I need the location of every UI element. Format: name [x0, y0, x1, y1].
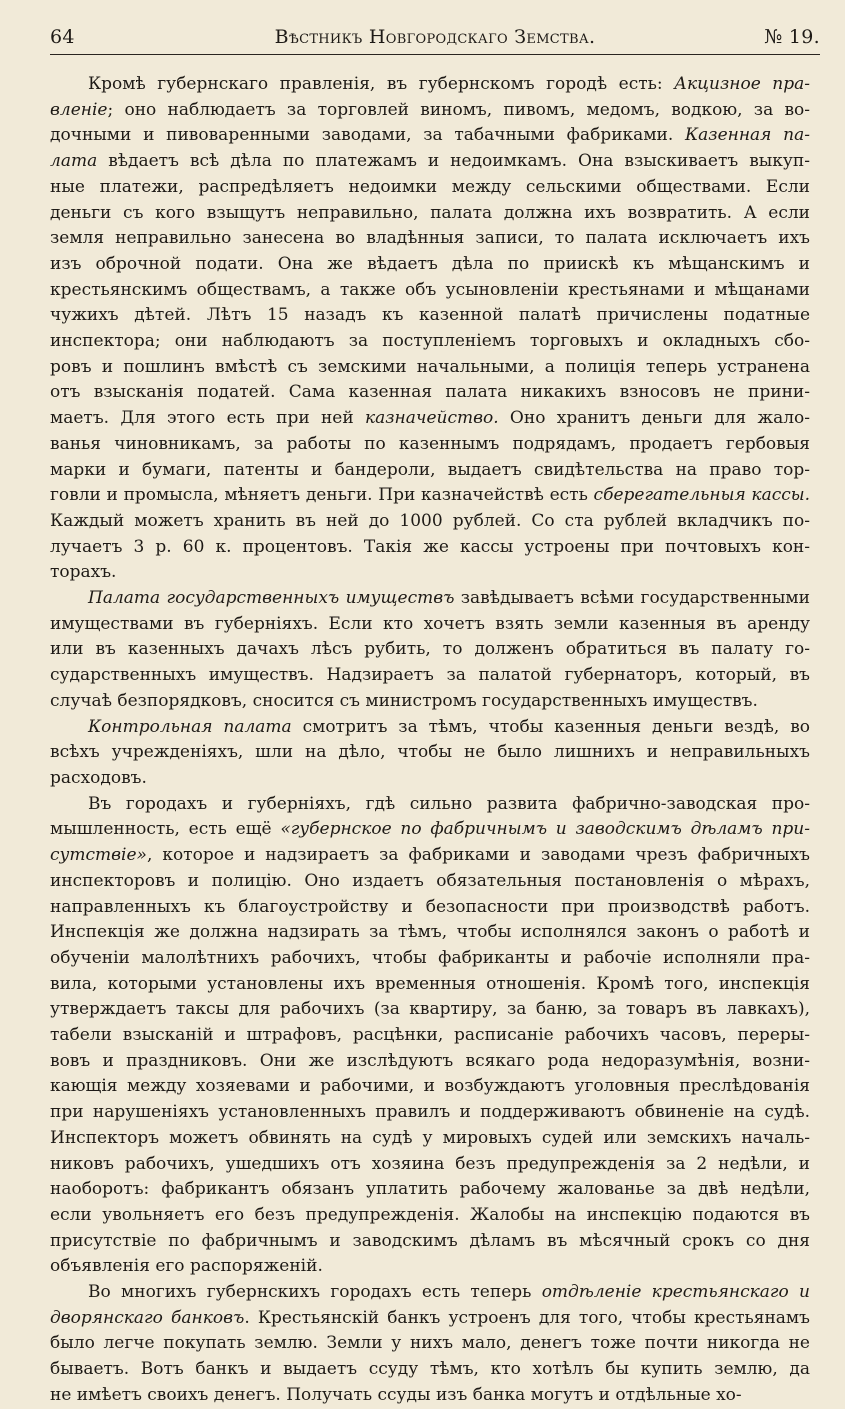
text-run: вѣдаетъ всѣ дѣла по платежамъ и недоимкамъ. Она взыскиваетъ выкуп- — [97, 151, 810, 172]
text-run: инспекторовъ и полицію. Оно издаетъ обязательныя постановленія о мѣрахъ, — [50, 870, 810, 891]
text-run: . Крестьянскій банкъ устроенъ для того, чтобы крестьянамъ — [244, 1307, 810, 1328]
text-run: марки и бумаги, патенты и бандероли, выдаетъ свидѣтельства на право тор- — [50, 459, 810, 480]
text-line — [50, 1203, 810, 1229]
text-line — [50, 869, 810, 895]
text-line — [50, 920, 810, 946]
text-line — [50, 535, 810, 561]
text-run: лучаетъ 3 р. 60 к. процентовъ. Такія же кассы устроены при почтовыхъ кон- — [50, 536, 810, 557]
text-line — [50, 98, 810, 124]
text-run: дочными и пивоваренными заводами, за табачными фабриками. — [50, 125, 686, 146]
text-line — [50, 663, 810, 689]
text-run: расходовъ. — [50, 767, 147, 788]
text-run: ные платежи, распредѣляетъ недоимки между сельскими обществами. Если — [50, 176, 810, 197]
text-run: Инспекторъ можетъ обвинять на судѣ у мировыхъ судей или земскихъ началь- — [50, 1127, 810, 1148]
text-run: отъ взысканія податей. Сама казенная палата никакихъ взносовъ не прини- — [50, 382, 810, 403]
text-line — [50, 972, 810, 998]
text-run: вовъ и праздниковъ. Они же изслѣдуютъ всякаго рода недоразумѣнія, возни- — [50, 1050, 810, 1071]
text-run: направленныхъ къ благоустройству и безопасности при производствѣ работъ. — [50, 896, 810, 917]
paragraph — [50, 586, 810, 715]
text-run: говли и промысла, мѣняетъ деньги. При казначействѣ есть — [50, 485, 594, 506]
text-run: завѣдываетъ всѣми государственными — [454, 588, 810, 609]
text-line — [50, 509, 810, 535]
text-line — [50, 1383, 810, 1409]
italic-term: Акцизное пра- — [674, 74, 810, 94]
text-line — [50, 1100, 810, 1126]
text-line — [50, 997, 810, 1023]
text-line — [50, 1357, 810, 1383]
italic-term: сберегательныя кассы. — [593, 485, 811, 506]
text-run: Каждый можетъ хранить въ ней до 1000 рублей. Со ста рублей вкладчикъ по- — [50, 510, 810, 531]
text-run: ровъ и пошлинъ вмѣстѣ съ земскими начальными, а полиція теперь устранена — [50, 356, 810, 377]
text-line — [50, 612, 810, 638]
text-line — [50, 1023, 810, 1049]
text-line — [50, 1229, 810, 1255]
text-run: случаѣ безпорядковъ, сносится съ министромъ государственныхъ имуществъ. — [50, 690, 758, 711]
text-line — [50, 1254, 810, 1280]
text-line — [50, 817, 810, 843]
text-line — [50, 946, 810, 972]
text-run: кающія между хозяевами и рабочими, и возбуждаютъ уголовныя преслѣдованія — [50, 1076, 810, 1097]
text-run: Оно хранитъ деньги для жало- — [498, 408, 811, 429]
text-line — [50, 766, 810, 792]
italic-term: лата — [50, 151, 98, 172]
text-line — [50, 380, 810, 406]
text-line — [50, 406, 810, 432]
text-run: сударственныхъ имуществъ. Надзираетъ за палатой губернаторъ, который, въ — [50, 665, 810, 686]
text-line — [50, 72, 810, 98]
text-run: чужихъ дѣтей. Лѣтъ 15 назадъ къ казенной палатѣ причислены податные — [50, 305, 810, 326]
text-run: торахъ. — [50, 562, 117, 583]
text-line — [50, 355, 810, 381]
paragraph — [50, 1280, 810, 1409]
text-run: наоборотъ: фабрикантъ обязанъ уплатить рабочему жалованье за двѣ недѣли, — [50, 1179, 810, 1200]
issue-number: № 19. — [764, 26, 820, 48]
text-run: при нарушеніяхъ установленныхъ правилъ и поддерживаютъ обвиненіе на судѣ. — [50, 1102, 810, 1123]
italic-term: Казенная па- — [685, 125, 810, 146]
text-line — [50, 1306, 810, 1332]
text-run: имуществами въ губерніяхъ. Если кто хочетъ взять земли казенныя въ аренду — [50, 613, 810, 634]
text-line — [50, 560, 810, 586]
page-number: 64 — [50, 26, 75, 48]
text-line — [50, 123, 810, 149]
text-run: маетъ. Для этого есть при ней — [50, 408, 365, 429]
text-line — [50, 458, 810, 484]
text-run: утверждаетъ таксы для рабочихъ (за квартиру, за баню, за товаръ въ лавкахъ), — [50, 999, 810, 1020]
italic-term: «губернское по фабричнымъ и заводскимъ дѣламъ при- — [280, 819, 810, 840]
text-run: присутствіе по фабричнымъ и заводскимъ дѣламъ въ мѣсячный срокъ со дня — [50, 1230, 810, 1251]
text-line — [50, 637, 810, 663]
text-run: Кромѣ губернскаго правленія, въ губернскомъ городѣ есть: — [88, 74, 675, 94]
text-line — [50, 1331, 810, 1357]
text-line — [50, 226, 810, 252]
text-line — [50, 329, 810, 355]
text-line — [50, 715, 810, 741]
article-body — [50, 72, 810, 1409]
italic-term: казначейство. — [364, 408, 499, 429]
text-run: Инспекція же должна надзирать за тѣмъ, чтобы исполнялся законъ о работѣ и — [50, 922, 810, 943]
text-line — [50, 843, 810, 869]
text-run: деньги съ кого взыщутъ неправильно, палата должна ихъ возвратить. А если — [50, 202, 810, 223]
text-line — [50, 201, 810, 227]
text-line — [50, 1126, 810, 1152]
text-line — [50, 1280, 810, 1306]
text-line — [50, 1049, 810, 1075]
text-run: всѣхъ учрежденіяхъ, шли на дѣло, чтобы не было лишнихъ и неправильныхъ — [50, 742, 810, 763]
italic-term: Палата государственныхъ имуществъ — [88, 588, 455, 609]
journal-title: Вѣстникъ Новгородскаго Земства. — [274, 26, 596, 48]
text-run: земля неправильно занесена во владѣнныя записи, то палата исключаетъ ихъ — [50, 228, 810, 249]
text-run: ; оно наблюдаетъ за торговлей виномъ, пивомъ, медомъ, водкою, за во- — [107, 99, 810, 120]
text-run: никовъ рабочихъ, ушедшихъ отъ хозяина безъ предупрежденія за 2 недѣли, и — [50, 1153, 810, 1174]
text-line — [50, 1177, 810, 1203]
text-line — [50, 175, 810, 201]
text-line — [50, 586, 810, 612]
text-run: или въ казенныхъ дачахъ лѣсъ рубить, то долженъ обратиться въ палату го- — [50, 639, 810, 660]
italic-term: сутствіе» — [50, 845, 147, 866]
text-run: ванья чиновникамъ, за работы по казеннымъ подрядамъ, продаетъ гербовыя — [50, 433, 810, 454]
text-run: бываетъ. Вотъ банкъ и выдаетъ ссуду тѣмъ, кто хотѣлъ бы купить землю, да — [50, 1359, 810, 1380]
text-run: не имѣетъ своихъ денегъ. Получать ссуды изъ банка могутъ и отдѣльные хо- — [50, 1384, 742, 1405]
text-run: крестьянскимъ обществамъ, а также объ усыновленіи крестьянами и мѣщанами — [50, 279, 810, 300]
text-line — [50, 303, 810, 329]
text-line — [50, 1152, 810, 1178]
text-line — [50, 149, 810, 175]
text-run: Въ городахъ и губерніяхъ, гдѣ сильно развита фабрично-заводская про- — [88, 793, 810, 814]
text-run: табели взысканій и штрафовъ, расцѣнки, расписаніе рабочихъ часовъ, переры- — [50, 1025, 810, 1046]
text-line — [50, 1074, 810, 1100]
paragraph — [50, 792, 810, 1280]
text-line — [50, 689, 810, 715]
text-run: если увольняетъ его безъ предупрежденія. Жалобы на инспекцію подаются въ — [50, 1204, 810, 1225]
text-run: было легче покупать землю. Земли у нихъ мало, денегъ тоже почти никогда не — [50, 1333, 810, 1354]
text-run: объявленія его распоряженій. — [50, 1256, 323, 1277]
text-line — [50, 895, 810, 921]
text-line — [50, 740, 810, 766]
text-run: смотритъ за тѣмъ, чтобы казенныя деньги вездѣ, во — [291, 716, 810, 737]
text-line — [50, 792, 810, 818]
text-run: инспектора; они наблюдаютъ за поступленіемъ торговыхъ и окладныхъ сбо- — [50, 331, 810, 352]
italic-term: Контрольная палата — [88, 716, 292, 737]
text-run: , которое и надзираетъ за фабриками и заводами чрезъ фабричныхъ — [146, 845, 810, 866]
italic-term: дворянскаго банковъ — [50, 1307, 245, 1328]
text-run: вила, которыми установлены ихъ временныя отношенія. Кромѣ того, инспекція — [50, 973, 810, 994]
text-run: обученіи малолѣтнихъ рабочихъ, чтобы фабриканты и рабочіе исполняли пра- — [50, 947, 810, 968]
page-header — [50, 24, 820, 55]
text-line — [50, 483, 810, 509]
paragraph — [50, 715, 810, 792]
text-line — [50, 252, 810, 278]
text-run: мышленность, есть ещё — [50, 819, 281, 840]
text-run: изъ оброчной подати. Она же вѣдаетъ дѣла по приискѣ къ мѣщанскимъ и — [50, 253, 810, 274]
text-line — [50, 278, 810, 304]
italic-term: вленіе — [50, 99, 108, 120]
text-run: Во многихъ губернскихъ городахъ есть теперь — [88, 1282, 542, 1303]
italic-term: отдѣленіе крестьянскаго и — [541, 1282, 810, 1303]
paragraph — [50, 72, 810, 586]
text-line — [50, 432, 810, 458]
